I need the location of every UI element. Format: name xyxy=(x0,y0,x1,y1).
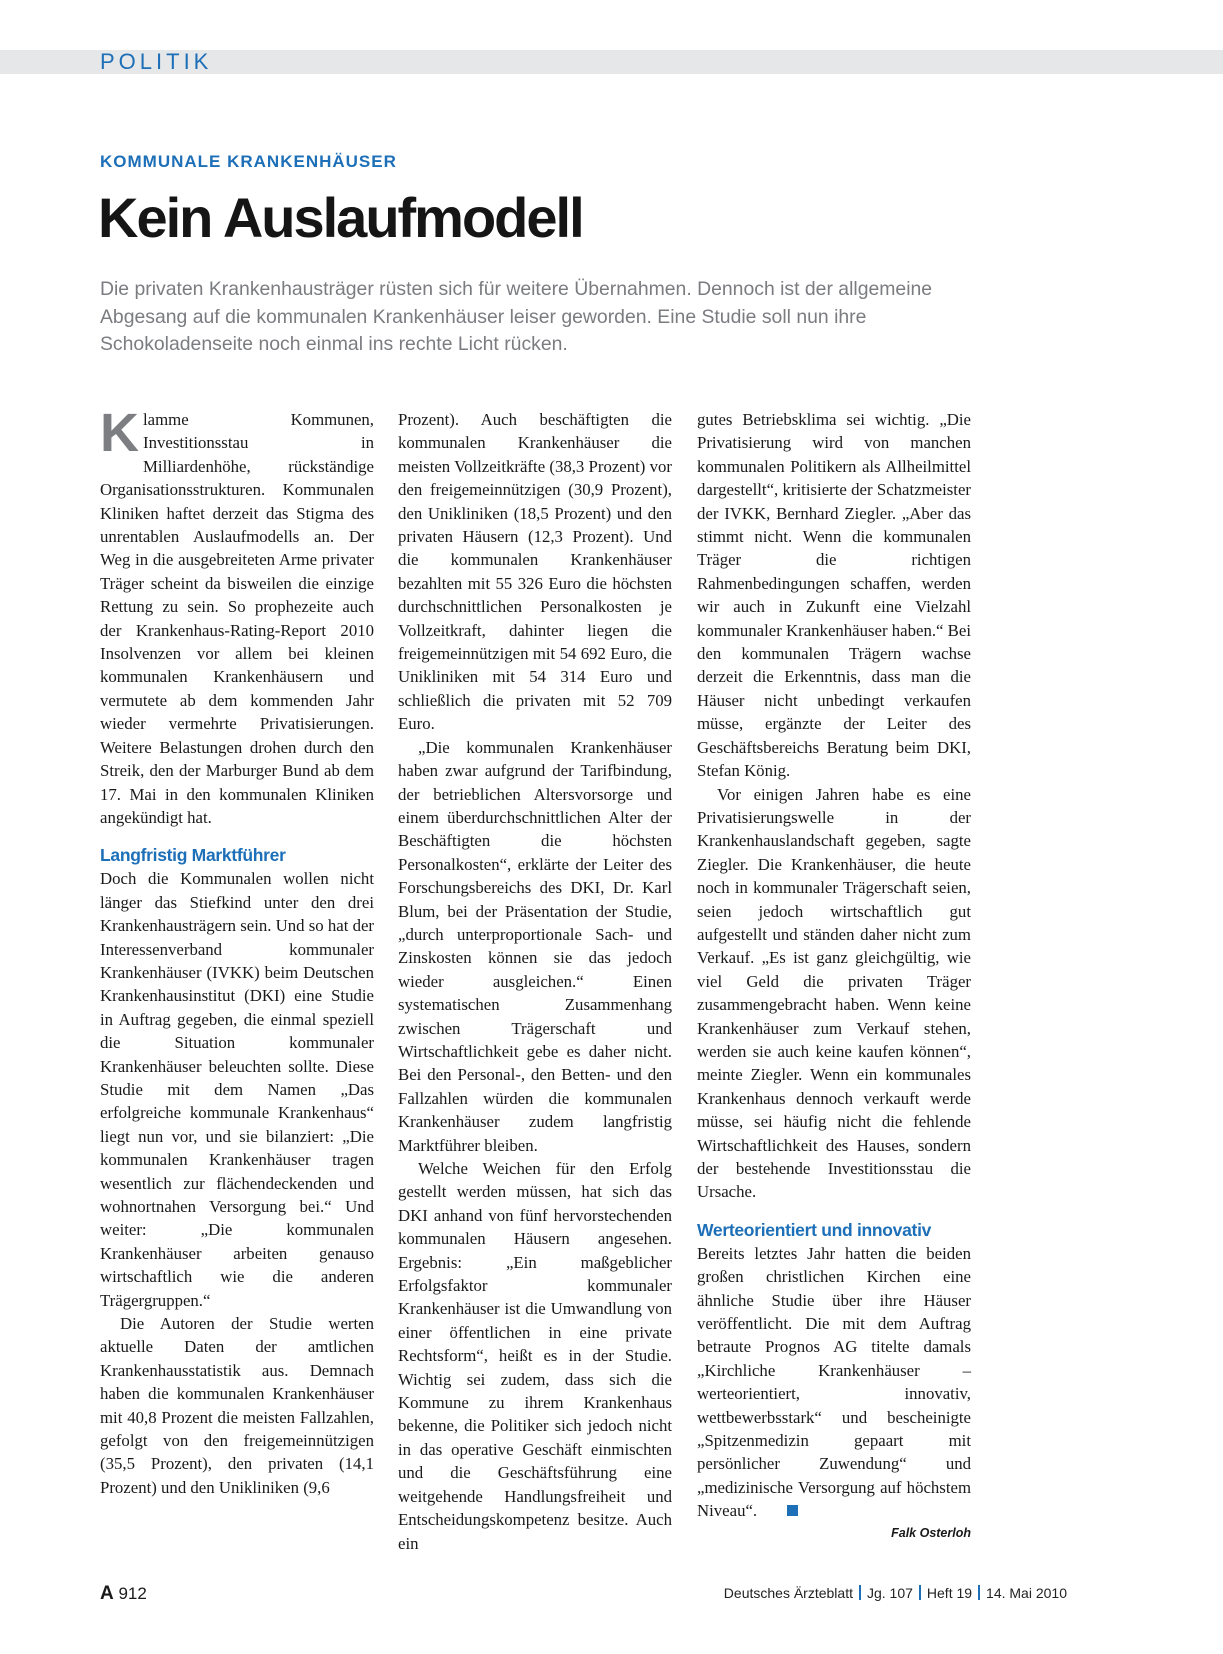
section-label: POLITIK xyxy=(100,49,213,74)
separator xyxy=(978,1585,980,1600)
paragraph-7-text: Bereits letztes Jahr hatten die beiden großen christlichen Kirchen eine ähnliche Studie über ihre Häuser veröffentlicht. Die mit dem Auftrag betraute Prognos AG titelte damals „Kirchliche Krankenhäuser – werteorientiert, innovativ, wettbewerbsstark“ und bescheinigte „Spitzenmedizin gepaart mit persönlicher Zuwendung“ und „medizinische Versorgung auf höchstem Niveau“. xyxy=(697,1243,971,1521)
article-column-3 xyxy=(697,408,971,1543)
page-number-value: 912 xyxy=(118,1584,147,1603)
article-column-2 xyxy=(398,408,672,1555)
paragraph-3: Die Autoren der Studie werten aktuelle Daten der amtlichen Krankenhausstatistik aus. Demnach haben die kommunalen Krankenhäuser mit 40,8 Prozent die meisten Fallzahlen, gefolgt von den freigemeinnützigen (35,5 Prozent), den privaten (14,1 Prozent) und den Unikliniken (9,6 xyxy=(100,1314,374,1497)
paragraph-1-text: lamme Kommunen, Investitionsstau in Milliardenhöhe, rückständige Organisationsstrukturen. Kommunalen Kliniken haftet derzeit das Stigma des unrentablen Auslaufmodells an. Der Weg in die ausgebreiteten Arme privater Träger scheint da bisweilen die einzige Rettung zu sein. So prophezeite auch der Krankenhaus-Rating-Report 2010 Insolvenzen vor allem bei kleinen kommunalen Krankenhäusern und vermutete ab dem kommenden Jahr wieder vermehrte Privatisierungen. Weitere Belastungen drohen durch den Streik, den der Marburger Bund ab dem 17. Mai in den kommunalen Kliniken angekündigt hat. xyxy=(100,410,374,827)
paragraph-7 xyxy=(697,1242,971,1523)
article-lead: Die privaten Krankenhausträger rüsten sich für weitere Übernahmen. Dennoch ist der allgemeine Abgesang auf die kommunalen Krankenhäuser leiser geworden. Eine Studie soll nun ihre Schokoladenseite noch einmal ins rechte Licht rücken. xyxy=(100,278,933,355)
article-kicker: KOMMUNALE KRANKENHÄUSER xyxy=(100,152,397,171)
paragraph-5: Welche Weichen für den Erfolg gestellt werden müssen, hat sich das DKI anhand von fünf hervorstechenden kommunalen Häusern angesehen. Ergebnis: „Ein maßgeblicher Erfolgsfaktor kommunaler Krankenhäuser ist die Umwandlung von einer öffentlichen in eine private Rechtsform“, heißt es in der Studie. Wichtig sei zudem, dass sich die Kommune zu ihrem Krankenhaus bekenne, die Politiker sich jedoch nicht in das operative Geschäft einmischten und die Geschäftsführung eine weitgehende Handlungsfreiheit und Entscheidungskompetenz besitze. Auch ein xyxy=(398,1159,672,1553)
separator xyxy=(859,1585,861,1600)
subheading-langfristig: Langfristig Marktführer xyxy=(100,845,286,866)
paragraph-5-continued: gutes Betriebsklima sei wichtig. „Die Privatisierung wird von manchen kommunalen Politikern als Allheilmittel dargestellt“, kritisierte der Schatzmeister der IVKK, Bernhard Ziegler. „Aber das stimmt nicht. Wenn die kommunalen Träger die richtigen Rahmenbedingungen schaffen, werden wir auch in Zukunft eine Vielzahl kommunaler Krankenhäuser haben.“ Bei den kommunalen Trägern wachse derzeit die Erkenntnis, dass man die Häuser nicht unbedingt verkaufen müsse, ergänzte der Leiter des Geschäftsbereichs Beratung beim DKI, Stefan König. xyxy=(697,410,971,781)
footer-citation xyxy=(724,1585,1067,1601)
journal-date: 14. Mai 2010 xyxy=(986,1585,1067,1601)
journal-name: Deutsches Ärzteblatt xyxy=(723,1585,853,1601)
article-column-1 xyxy=(100,403,375,1499)
journal-issue: Heft 19 xyxy=(926,1585,973,1601)
paragraph-3-continued: Prozent). Auch beschäftigten die kommunalen Krankenhäuser die meisten Vollzeitkräfte (38,3 Prozent) vor den freigemeinnützigen (30,9 Prozent), den Unikliniken (18,5 Prozent) und den privaten Häusern (12,3 Prozent). Und die kommunalen Krankenhäuser bezahlten mit 55 326 Euro die höchsten durchschnittlichen Personalkosten je Vollzeitkraft, dahinter liegen die freigemeinnützigen mit 54 692 Euro, die Unikliniken mit 54 314 Euro und schließlich die privaten mit 52 709 Euro. xyxy=(398,410,672,734)
paragraph-1 xyxy=(100,403,374,829)
paragraph-6: Vor einigen Jahren habe es eine Privatisierungswelle in der Krankenhauslandschaft gegeben, sagte Ziegler. Die Krankenhäuser, die heute noch in kommunaler Trägerschaft seien, seien jedoch wirtschaftlich gut aufgestellt und ständen daher nicht zum Verkauf. „Es ist ganz gleichgültig, wie viel Geld die privaten Träger zusammengebracht haben. Wenn keine Krankenhäuser zum Verkauf stehen, werden sie auch keine kaufen können“, meinte Ziegler. Wenn ein kommunales Krankenhaus dennoch verkauft werde müsse, sei häufig nicht die fehlende Wirtschaftlichkeit des Hauses, sondern der bestehende Investitionsstau die Ursache. xyxy=(697,784,971,1202)
drop-cap: K xyxy=(100,403,139,463)
separator xyxy=(919,1585,921,1600)
article-headline: Kein Auslaufmodell xyxy=(98,186,583,249)
journal-volume: Jg. 107 xyxy=(866,1585,913,1601)
author-byline: Falk Osterloh xyxy=(891,1525,971,1540)
paragraph-4: „Die kommunalen Krankenhäuser haben zwar aufgrund der Tarifbindung, der betrieblichen Altersvorsorge und einem überdurchschnittlichen Alter der Beschäftigten die höchsten Personalkosten“, erklärte der Leiter des Forschungsbereichs des DKI, Dr. Karl Blum, bei der Präsentation der Studie, „durch unterproportionale Sach- und Zinskosten können sie das jedoch wieder ausgleichen.“ Einen systematischen Zusammenhang zwischen Trägerschaft und Wirtschaftlichkeit gebe es daher nicht. Bei den Personal-, den Betten- und den Fallzahlen würden die kommunalen Krankenhäuser zudem langfristig Marktführer bleiben. xyxy=(398,737,672,1155)
end-of-article-square-icon xyxy=(787,1505,798,1516)
page-number xyxy=(100,1583,147,1605)
page-prefix: A xyxy=(100,1583,114,1604)
paragraph-2: Doch die Kommunalen wollen nicht länger das Stiefkind unter den drei Krankenhausträgern sein. Und so hat der Interessenverband kommunaler Krankenhäuser (IVKK) beim Deutschen Krankenhausinstitut (DKI) eine Studie in Auftrag gegeben, die einmal speziell die Situation kommunaler Krankenhäuser beleuchten sollte. Diese Studie mit dem Namen „Das erfolgreiche kommunale Krankenhaus“ liegt nun vor, und sie bilanziert: „Die kommunalen Krankenhäuser tragen wesentlich zur flächendeckenden und wohnortnahen Versorgung bei.“ Und weiter: „Die kommunalen Krankenhäuser arbeiten genauso wirtschaftlich wie die anderen Trägergruppen.“ xyxy=(100,869,375,1310)
subheading-werteorientiert: Werteorientiert und innovativ xyxy=(697,1219,932,1240)
